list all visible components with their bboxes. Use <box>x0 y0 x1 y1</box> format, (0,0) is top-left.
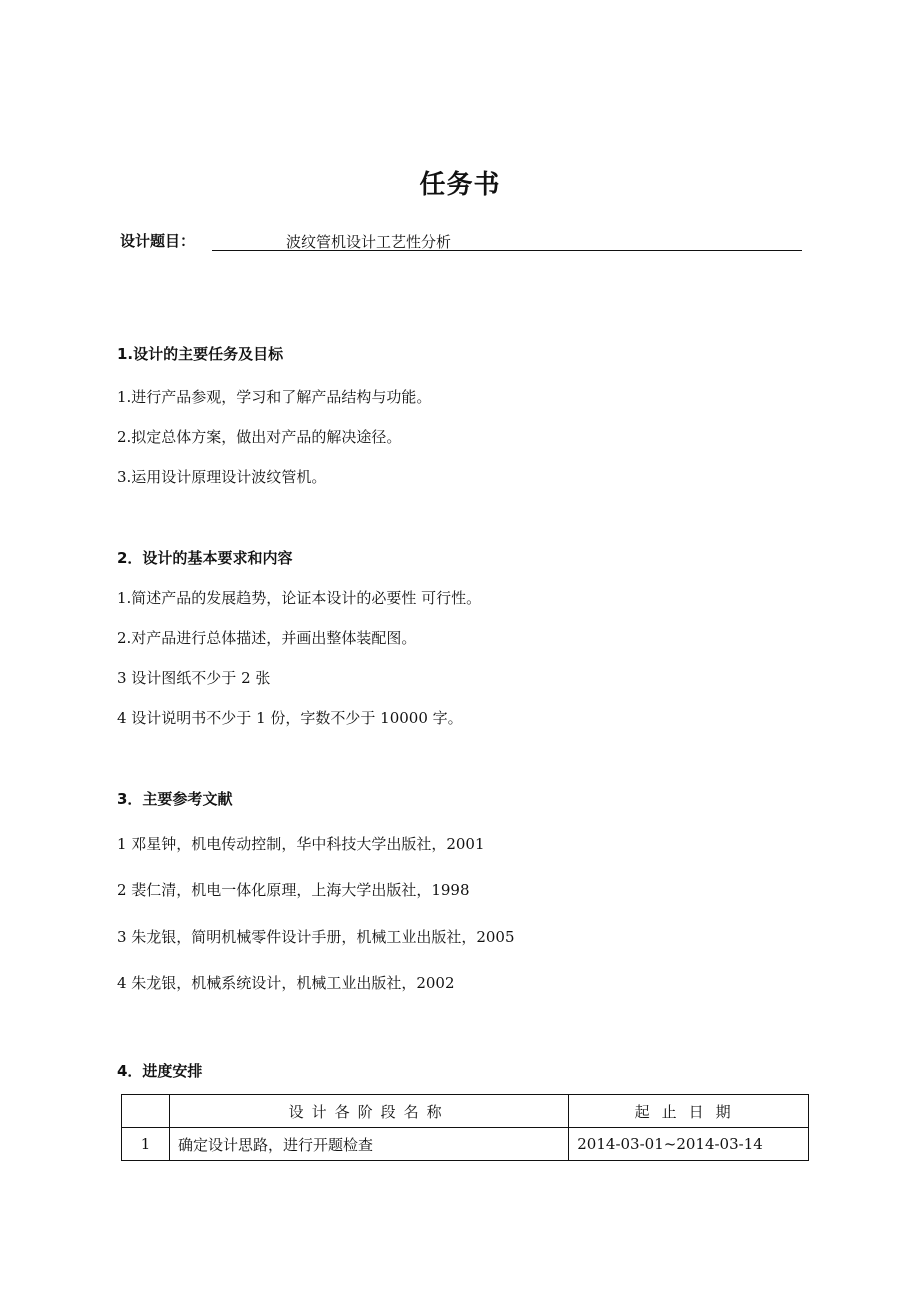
table-header-cell <box>122 1095 170 1128</box>
table-header-row <box>122 1095 809 1128</box>
schedule-table <box>121 1094 809 1161</box>
reference-item: 4 朱龙银，机械系统设计，机械工业出版社，2002 <box>117 974 455 992</box>
table-cell: 确定设计思路，进行开题检查 <box>169 1128 568 1161</box>
design-topic-underline <box>212 230 802 251</box>
document-title: 任务书 <box>419 170 501 200</box>
table-header-cell: 设计各阶段名称 <box>169 1095 568 1128</box>
reference-item: 3 朱龙银，简明机械零件设计手册，机械工业出版社，2005 <box>117 928 515 946</box>
reference-item: 2 裴仁清，机电一体化原理，上海大学出版社，1998 <box>117 881 470 899</box>
table-cell: 1 <box>122 1128 170 1161</box>
list-item: 1.进行产品参观，学习和了解产品结构与功能。 <box>117 388 432 406</box>
table-header-cell: 起止日期 <box>569 1095 809 1128</box>
section-heading-schedule: 4．进度安排 <box>117 1062 203 1080</box>
list-item: 3.运用设计原理设计波纹管机。 <box>117 468 327 486</box>
design-topic-label: 设计题目： <box>120 232 196 250</box>
reference-item: 1 邓星钟，机电传动控制，华中科技大学出版社，2001 <box>117 835 485 853</box>
section-heading-requirements: 2．设计的基本要求和内容 <box>117 549 293 567</box>
list-item: 2.拟定总体方案，做出对产品的解决途径。 <box>117 428 402 446</box>
design-topic-row <box>120 230 802 252</box>
list-item: 1.简述产品的发展趋势，论证本设计的必要性 可行性。 <box>117 589 482 607</box>
table-row <box>122 1128 809 1161</box>
section-heading-references: 3．主要参考文献 <box>117 790 233 808</box>
design-topic-value: 波纹管机设计工艺性分析 <box>286 233 452 251</box>
list-item: 2.对产品进行总体描述，并画出整体装配图。 <box>117 629 417 647</box>
list-item: 3 设计图纸不少于 2 张 <box>117 669 271 687</box>
section-heading-tasks: 1.设计的主要任务及目标 <box>117 345 284 363</box>
table-cell: 2014-03-01~2014-03-14 <box>569 1128 809 1161</box>
list-item: 4 设计说明书不少于 1 份，字数不少于 10000 字。 <box>117 709 463 727</box>
